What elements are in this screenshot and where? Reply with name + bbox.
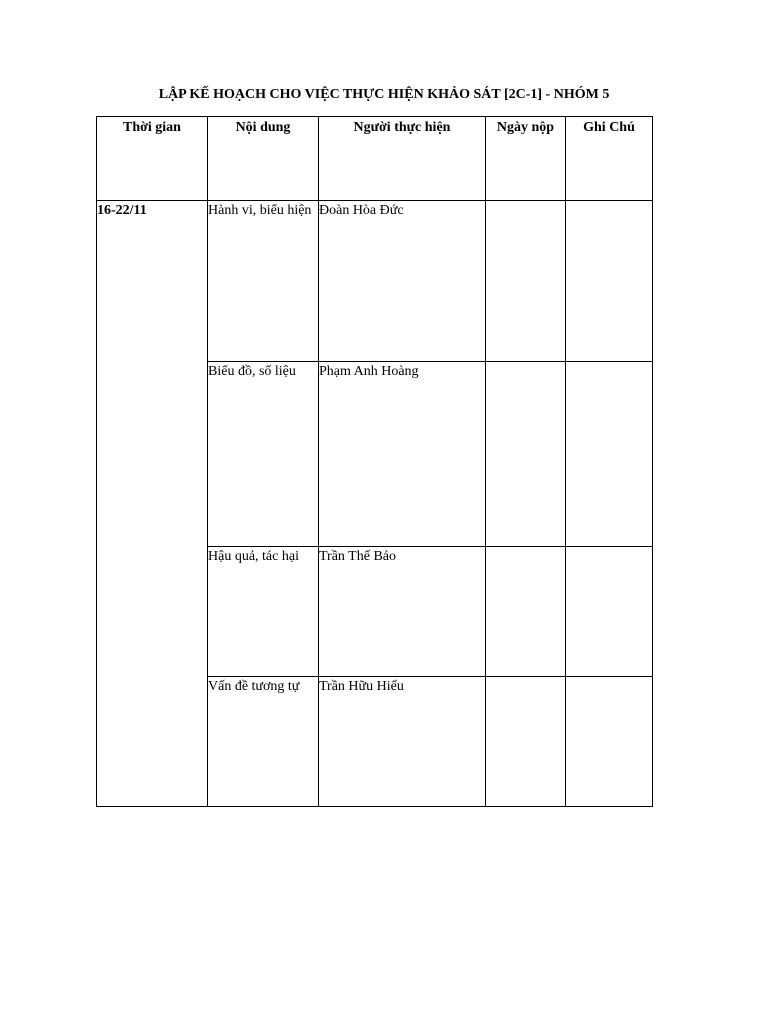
header-time: Thời gian — [97, 117, 208, 201]
content-cell: Hành vi, biểu hiện — [208, 201, 319, 362]
due-date-cell — [486, 547, 566, 677]
note-cell — [566, 201, 653, 362]
table-row — [97, 201, 653, 362]
header-person: Người thực hiện — [319, 117, 486, 201]
due-date-cell — [486, 362, 566, 547]
document-title: LẬP KẾ HOẠCH CHO VIỆC THỰC HIỆN KHẢO SÁT [2C-1] - NHÓM 5 — [158, 87, 610, 102]
person-cell: Trần Hữu Hiếu — [319, 677, 486, 807]
time-period: 16-22/11 — [97, 203, 147, 218]
header-content: Nội dung — [208, 117, 319, 201]
note-cell — [566, 362, 653, 547]
due-date-cell — [486, 677, 566, 807]
plan-table — [96, 116, 653, 807]
time-period-cell — [97, 201, 208, 807]
header-note: Ghi Chú — [566, 117, 653, 201]
person-cell: Trần Thế Bảo — [319, 547, 486, 677]
content-cell: Biểu đồ, số liệu — [208, 362, 319, 547]
table-header-row — [97, 117, 653, 201]
content-cell: Vấn đề tương tự — [208, 677, 319, 807]
note-cell — [566, 677, 653, 807]
note-cell — [566, 547, 653, 677]
due-date-cell — [486, 201, 566, 362]
content-cell: Hậu quả, tác hại — [208, 547, 319, 677]
person-cell: Phạm Anh Hoàng — [319, 362, 486, 547]
header-due-date: Ngày nộp — [486, 117, 566, 201]
person-cell: Đoàn Hòa Đức — [319, 201, 486, 362]
